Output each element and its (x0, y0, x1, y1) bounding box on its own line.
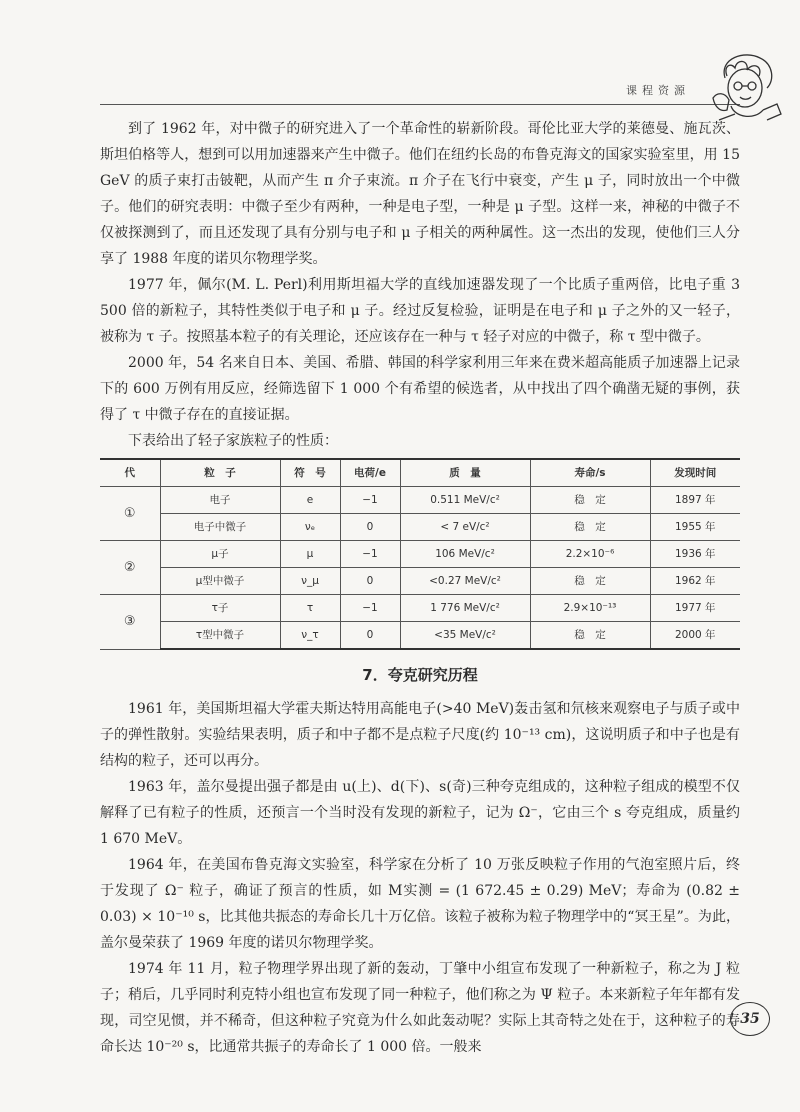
header-cell: 质 量 (400, 459, 530, 487)
particle-lifetime: 稳 定 (530, 487, 650, 514)
header-cell: 电荷/e (340, 459, 400, 487)
page-content (100, 116, 740, 1060)
particle-name: 电子 (160, 487, 280, 514)
particle-name: τ子 (160, 595, 280, 622)
paragraph: 2000 年，54 名来自日本、美国、希腊、韩国的科学家利用三年来在费米超高能质子加速器上记录下的 600 万例有用反应，经筛选留下 1 000 个有希望的候选者，从中找出了四个确凿无疑的事例，获得了 τ 中微子存在的直接证据。 (100, 355, 740, 423)
header-cell: 粒 子 (160, 459, 280, 487)
page-number: 35 (730, 1002, 770, 1036)
paragraph: 1977 年，佩尔(M. L. Perl)利用斯坦福大学的直线加速器发现了一个比质子重两倍，比电子重 3 500 倍的新粒子，其特性类似于电子和 μ 子。经过反复检验，证明是在电子和 μ 子之外的又一轻子，被称为 τ 子。按照基本粒子的有关理论，还应该存在一种与 τ 轻子对应的中微子，称 τ 型中微子。 (100, 277, 740, 345)
particle-lifetime: 稳 定 (530, 514, 650, 541)
paragraph: 1974 年 11 月，粒子物理学界出现了新的轰动，丁肇中小组宣布发现了一种新粒子，称之为 J 粒子；稍后，几乎同时利克特小组也宣布发现了同一种粒子，他们称之为 Ψ 粒子。本来新粒子年年都有发现，司空见惯，并不稀奇，但这种粒子究竟为什么如此轰动呢？实际上其奇特之处在于，这种粒子的寿命长达 10⁻²⁰ s，比通常共振子的寿命长了 1 000 倍。一般来 (100, 961, 740, 1055)
particle-mass: < 7 eV/c² (400, 514, 530, 541)
particle-mass: <35 MeV/c² (400, 622, 530, 650)
paragraph: 到了 1962 年，对中微子的研究进入了一个革命性的崭新阶段。哥伦比亚大学的莱德曼、施瓦茨、斯坦伯格等人，想到可以用加速器来产生中微子。他们在纽约长岛的布鲁克海文的国家实验室里，用 15 GeV 的质子束打击铍靶，从而产生 π 介子束流。π 介子在飞行中衰变，产生 μ 子，同时放出一个中微子。他们的研究表明：中微子至少有两种，一种是电子型，一种是 μ 子型。这样一来，神秘的中微子不仅被探测到了，而且还发现了具有分别与电子和 μ 子相关的两种属性。这一杰出的发现，使他们三人分享了 1988 年度的诺贝尔物理学奖。 (100, 121, 740, 267)
particle-charge: 0 (340, 568, 400, 595)
particle-lifetime: 稳 定 (530, 622, 650, 650)
discovery-year: 1897 年 (650, 487, 740, 514)
table-row (100, 595, 740, 622)
table-header-row (100, 459, 740, 487)
discovery-year: 2000 年 (650, 622, 740, 650)
particle-mass: 106 MeV/c² (400, 541, 530, 568)
header-rule (100, 104, 740, 105)
paragraph: 1964 年，在美国布鲁克海文实验室，科学家在分析了 10 万张反映粒子作用的气泡室照片后，终于发现了 Ω⁻ 粒子，确证了预言的性质，如 M实测 = (1 672.45 ± 0.29) MeV；寿命为 (0.82 ± 0.03) × 10⁻¹⁰ s，比其他共振态的寿命长几十万亿倍。该粒子被称为粒子物理学中的“冥王星”。为此，盖尔曼荣获了 1969 年度的诺贝尔物理学奖。 (100, 857, 740, 951)
particle-charge: −1 (340, 541, 400, 568)
particle-symbol: ν_τ (280, 622, 340, 650)
particle-charge: −1 (340, 595, 400, 622)
particle-name: τ型中微子 (160, 622, 280, 650)
header-cell: 寿命/s (530, 459, 650, 487)
particle-mass: <0.27 MeV/c² (400, 568, 530, 595)
generation-cell: ③ (100, 595, 160, 650)
generation-cell: ② (100, 541, 160, 595)
particle-symbol: τ (280, 595, 340, 622)
paragraph: 1963 年，盖尔曼提出强子都是由 u(上)、d(下)、s(奇)三种夸克组成的，这种粒子组成的模型不仅解释了已有粒子的性质，还预言一个当时没有发现的新粒子，记为 Ω⁻，它由三个 s 夸克组成，质量约 1 670 MeV。 (100, 779, 740, 847)
discovery-year: 1977 年 (650, 595, 740, 622)
particle-lifetime: 稳 定 (530, 568, 650, 595)
table-row (100, 622, 740, 650)
discovery-year: 1962 年 (650, 568, 740, 595)
header-cell: 符 号 (280, 459, 340, 487)
table-row (100, 487, 740, 514)
particle-name: μ型中微子 (160, 568, 280, 595)
particle-lifetime: 2.9×10⁻¹³ (530, 595, 650, 622)
particle-mass: 1 776 MeV/c² (400, 595, 530, 622)
lepton-properties-table (100, 458, 740, 650)
table-row (100, 541, 740, 568)
particle-charge: 0 (340, 622, 400, 650)
particle-symbol: μ (280, 541, 340, 568)
paragraph: 1961 年，美国斯坦福大学霍夫斯达特用高能电子(>40 MeV)轰击氢和氘核来观察电子与质子或中子的弹性散射。实验结果表明，质子和中子都不是点粒子尺度(约 10⁻¹³ cm)，这说明质子和中子也是有结构的粒子，还可以再分。 (100, 701, 740, 769)
table-row (100, 514, 740, 541)
table-row (100, 568, 740, 595)
particle-mass: 0.511 MeV/c² (400, 487, 530, 514)
particle-symbol: νₑ (280, 514, 340, 541)
header-cell: 发现时间 (650, 459, 740, 487)
particle-charge: 0 (340, 514, 400, 541)
particle-charge: −1 (340, 487, 400, 514)
particle-lifetime: 2.2×10⁻⁶ (530, 541, 650, 568)
discovery-year: 1936 年 (650, 541, 740, 568)
running-header: 课程资源 (626, 84, 690, 97)
particle-symbol: ν_μ (280, 568, 340, 595)
generation-cell: ① (100, 487, 160, 541)
particle-symbol: e (280, 487, 340, 514)
discovery-year: 1955 年 (650, 514, 740, 541)
particle-name: μ子 (160, 541, 280, 568)
table-intro: 下表给出了轻子家族粒子的性质： (128, 433, 338, 449)
section-title: 7．夸克研究历程 (362, 666, 478, 684)
particle-name: 电子中微子 (160, 514, 280, 541)
header-cell: 代 (100, 459, 160, 487)
